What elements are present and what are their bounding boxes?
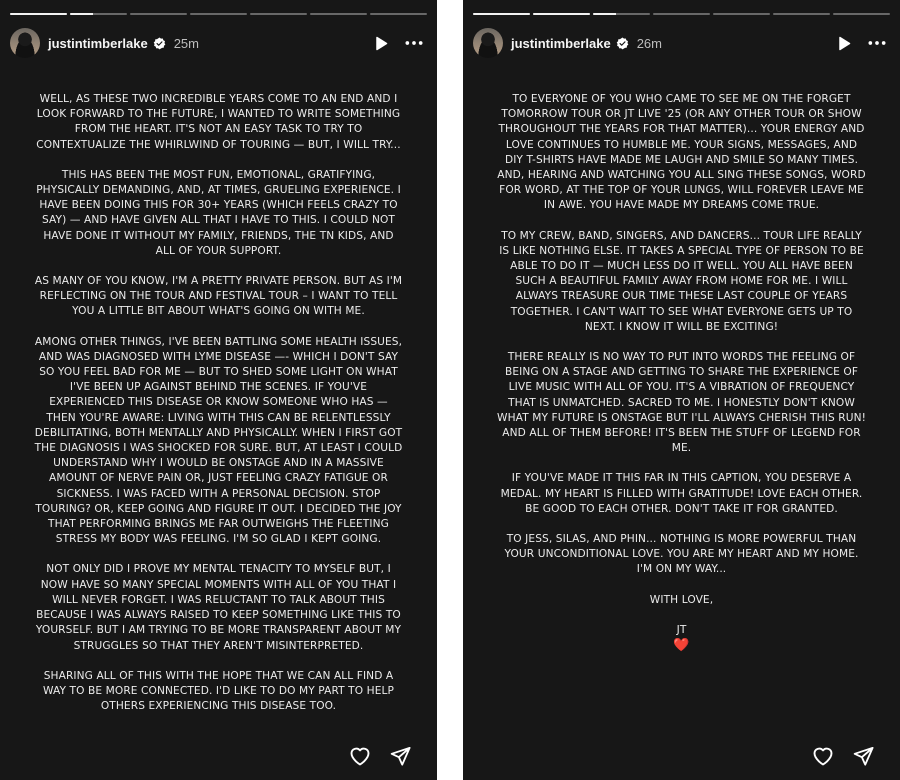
more-options-icon[interactable]	[864, 30, 890, 56]
caption-paragraph: AS MANY OF YOU KNOW, I'M A PRETTY PRIVATE PERSON. BUT AS I'M REFLECTING ON THE TOUR AND FESTIVAL TOUR – I WANT TO TELL YOU A LITTLE BIT ABOUT WHAT'S GOING ON WITH ME.	[34, 275, 403, 318]
caption-paragraph: AMONG OTHER THINGS, I'VE BEEN BATTLING SOME HEALTH ISSUES, AND WAS DIAGNOSED WITH LYME DISEASE —- WHICH I DON'T SAY SO YOU FEEL BAD FOR ME — BUT TO SHED SOME LIGHT ON WHAT I'VE BEEN UP AGAINST BEHIND THE SCENES. IF YOU'VE EXPERIENCED THIS DISEASE OR KNOW SOMEONE WHO HAS — THEN YOU'RE AWARE: LIVING WITH THIS CAN BE RELENTLESSLY DEBILITATING, BOTH MENTALLY AND PHYSICALLY. WHEN I FIRST GOT THE DIAGNOSIS I WAS SHOCKED FOR SURE. BUT, AT LEAST I COULD UNDERSTAND WHY I WOULD BE ONSTAGE AND IN A MASSIVE AMOUNT OF NERVE PAIN OR, JUST FEELING CRAZY FATIGUE OR SICKNESS. I WAS FACED WITH A PERSONAL DECISION. STOP TOURING? OR, KEEP GOING AND FIGURE IT OUT. I DECIDED THE JOY THAT PERFORMING BRINGS ME FAR OUTWEIGHS THE FLEETING STRESS MY BODY WAS FEELING. I'M SO GLAD I KEPT GOING.	[34, 335, 403, 546]
avatar[interactable]	[473, 28, 503, 58]
caption-paragraph: NOT ONLY DID I PROVE MY MENTAL TENACITY TO MYSELF BUT, I NOW HAVE SO MANY SPECIAL MOMENTS WITH ALL OF YOU THAT I WILL NEVER FORGET. I WAS RELUCTANT TO TALK ABOUT THIS BECAUSE I WAS ALWAYS RAISED TO KEEP SOMETHING LIKE THIS TO YOURSELF. BUT I AM TRYING TO BE MORE TRANSPARENT ABOUT MY STRUGGLES SO THAT THEY AREN'T MISINTERPRETED.	[35, 563, 402, 652]
more-options-icon[interactable]	[401, 30, 427, 56]
story-header	[10, 27, 427, 59]
send-icon[interactable]	[387, 743, 413, 769]
signature: JT	[676, 623, 687, 636]
caption-paragraph: WELL, AS THESE TWO INCREDIBLE YEARS COME TO AN END AND I LOOK FORWARD TO THE FUTURE, I WANTED TO WRITE SOMETHING FROM THE HEART. IT'S NOT AN EASY TASK TO TRY TO CONTEXTUALIZE THE WHIRLWIND OF TOURING — BUT, I WILL TRY...	[36, 93, 401, 151]
story-panel-right	[463, 0, 900, 780]
caption-paragraph: WITH LOVE,	[649, 593, 714, 606]
username[interactable]: justintimberlake	[511, 35, 611, 51]
caption-paragraph: IF YOU'VE MADE IT THIS FAR IN THIS CAPTION, YOU DESERVE A MEDAL. MY HEART IS FILLED WITH GRATITUDE! LOVE EACH OTHER. BE GOOD TO EACH OTHER. DON'T TAKE IT FOR GRANTED.	[500, 472, 863, 515]
progress-segment	[653, 13, 710, 15]
caption-paragraph: SHARING ALL OF THIS WITH THE HOPE THAT WE CAN ALL FIND A WAY TO BE MORE CONNECTED. I'D LIKE TO DO MY PART TO HELP OTHERS EXPERIENCING THIS DISEASE TOO.	[42, 669, 395, 713]
caption-paragraph: TO JESS, SILAS, AND PHIN... NOTHING IS MORE POWERFUL THAN YOUR UNCONDITIONAL LOVE. YOU ARE MY HEART AND MY HOME. I'M ON MY WAY...	[504, 533, 859, 576]
story-actions	[347, 743, 413, 769]
progress-segment	[130, 13, 187, 15]
heart-icon[interactable]	[810, 743, 836, 769]
progress-segment	[70, 13, 127, 15]
progress-segment	[593, 13, 650, 15]
heart-icon[interactable]	[347, 743, 373, 769]
story-header	[473, 27, 890, 59]
play-icon[interactable]	[830, 30, 856, 56]
progress-segment	[190, 13, 247, 15]
send-icon[interactable]	[850, 743, 876, 769]
progress-segment	[713, 13, 770, 15]
avatar[interactable]	[10, 28, 40, 58]
progress-segment	[473, 13, 530, 15]
verified-badge-icon	[616, 37, 629, 50]
progress-segment	[833, 13, 890, 15]
story-panel-left	[0, 0, 437, 780]
username[interactable]: justintimberlake	[48, 35, 148, 51]
story-actions	[810, 743, 876, 769]
story-caption-text	[497, 92, 866, 653]
caption-paragraph: THIS HAS BEEN THE MOST FUN, EMOTIONAL, GRATIFYING, PHYSICALLY DEMANDING, AND, AT TIMES, GRUELING EXPERIENCE. I HAVE BEEN DOING THIS FOR 30+ YEARS (WHICH FEELS CRAZY TO SAY) — AND HAVE GIVEN ALL THAT I HAVE TO THIS. I COULD NOT HAVE DONE IT WITHOUT MY FAMILY, FRIENDS, THE TN KIDS, AND ALL OF YOUR SUPPORT.	[36, 168, 401, 257]
verified-badge-icon	[153, 37, 166, 50]
play-icon[interactable]	[367, 30, 393, 56]
progress-segment	[773, 13, 830, 15]
progress-segment	[310, 13, 367, 15]
progress-segment	[370, 13, 427, 15]
progress-segment	[533, 13, 590, 15]
story-caption-text	[34, 92, 403, 729]
caption-paragraph: TO EVERYONE OF YOU WHO CAME TO SEE ME ON THE FORGET TOMORROW TOUR OR JT LIVE '25 (OR ANY OTHER TOUR OR SHOW THROUGHOUT THE YEARS FOR THAT MATTER)... YOUR ENERGY AND LOVE CONTINUES TO HUMBLE ME. YOUR SIGNS, MESSAGES, AND DIY T-SHIRTS HAVE MADE ME LAUGH AND SMILE SO MANY TIMES. AND, HEARING AND WATCHING YOU ALL SING THESE SONGS, WORD FOR WORD, AT THE TOP OF YOUR LUNGS, WILL FOREVER LEAVE ME IN AWE. YOU HAVE MADE MY DREAMS COME TRUE.	[497, 93, 866, 212]
caption-paragraph: THERE REALLY IS NO WAY TO PUT INTO WORDS THE FEELING OF BEING ON A STAGE AND GETTING TO SHARE THE EXPERIENCE OF LIVE MUSIC WITH ALL OF YOU. IT'S A VIBRATION OF FREQUENCY THAT IS UNMATCHED. SACRED TO ME. I HONESTLY DON'T KNOW WHAT MY FUTURE IS ONSTAGE BUT I'LL ALWAYS CHERISH THIS RUN! AND ALL OF THEM BEFORE! IT'S BEEN THE STUFF OF LEGEND FOR ME.	[497, 351, 866, 455]
progress-segment	[250, 13, 307, 15]
story-progress-bar	[473, 13, 890, 15]
red-heart-emoji: ❤️	[673, 638, 690, 654]
post-time: 25m	[173, 35, 199, 51]
progress-segment	[10, 13, 67, 15]
caption-paragraph: TO MY CREW, BAND, SINGERS, AND DANCERS... TOUR LIFE REALLY IS LIKE NOTHING ELSE. IT TAKES A SPECIAL TYPE OF PERSON TO BE ABLE TO DO IT — MUCH LESS DO IT WELL. YOU ALL HAVE BEEN SUCH A BEAUTIFUL FAMILY AWAY FROM HOME FOR ME. I WILL ALWAYS TREASURE OUR TIME THESE LAST COUPLE OF YEARS TOGETHER. I CAN'T WAIT TO SEE WHAT EVERYONE GETS UP TO NEXT. I KNOW IT WILL BE EXCITING!	[499, 229, 864, 333]
story-progress-bar	[10, 13, 427, 15]
post-time: 26m	[636, 35, 662, 51]
